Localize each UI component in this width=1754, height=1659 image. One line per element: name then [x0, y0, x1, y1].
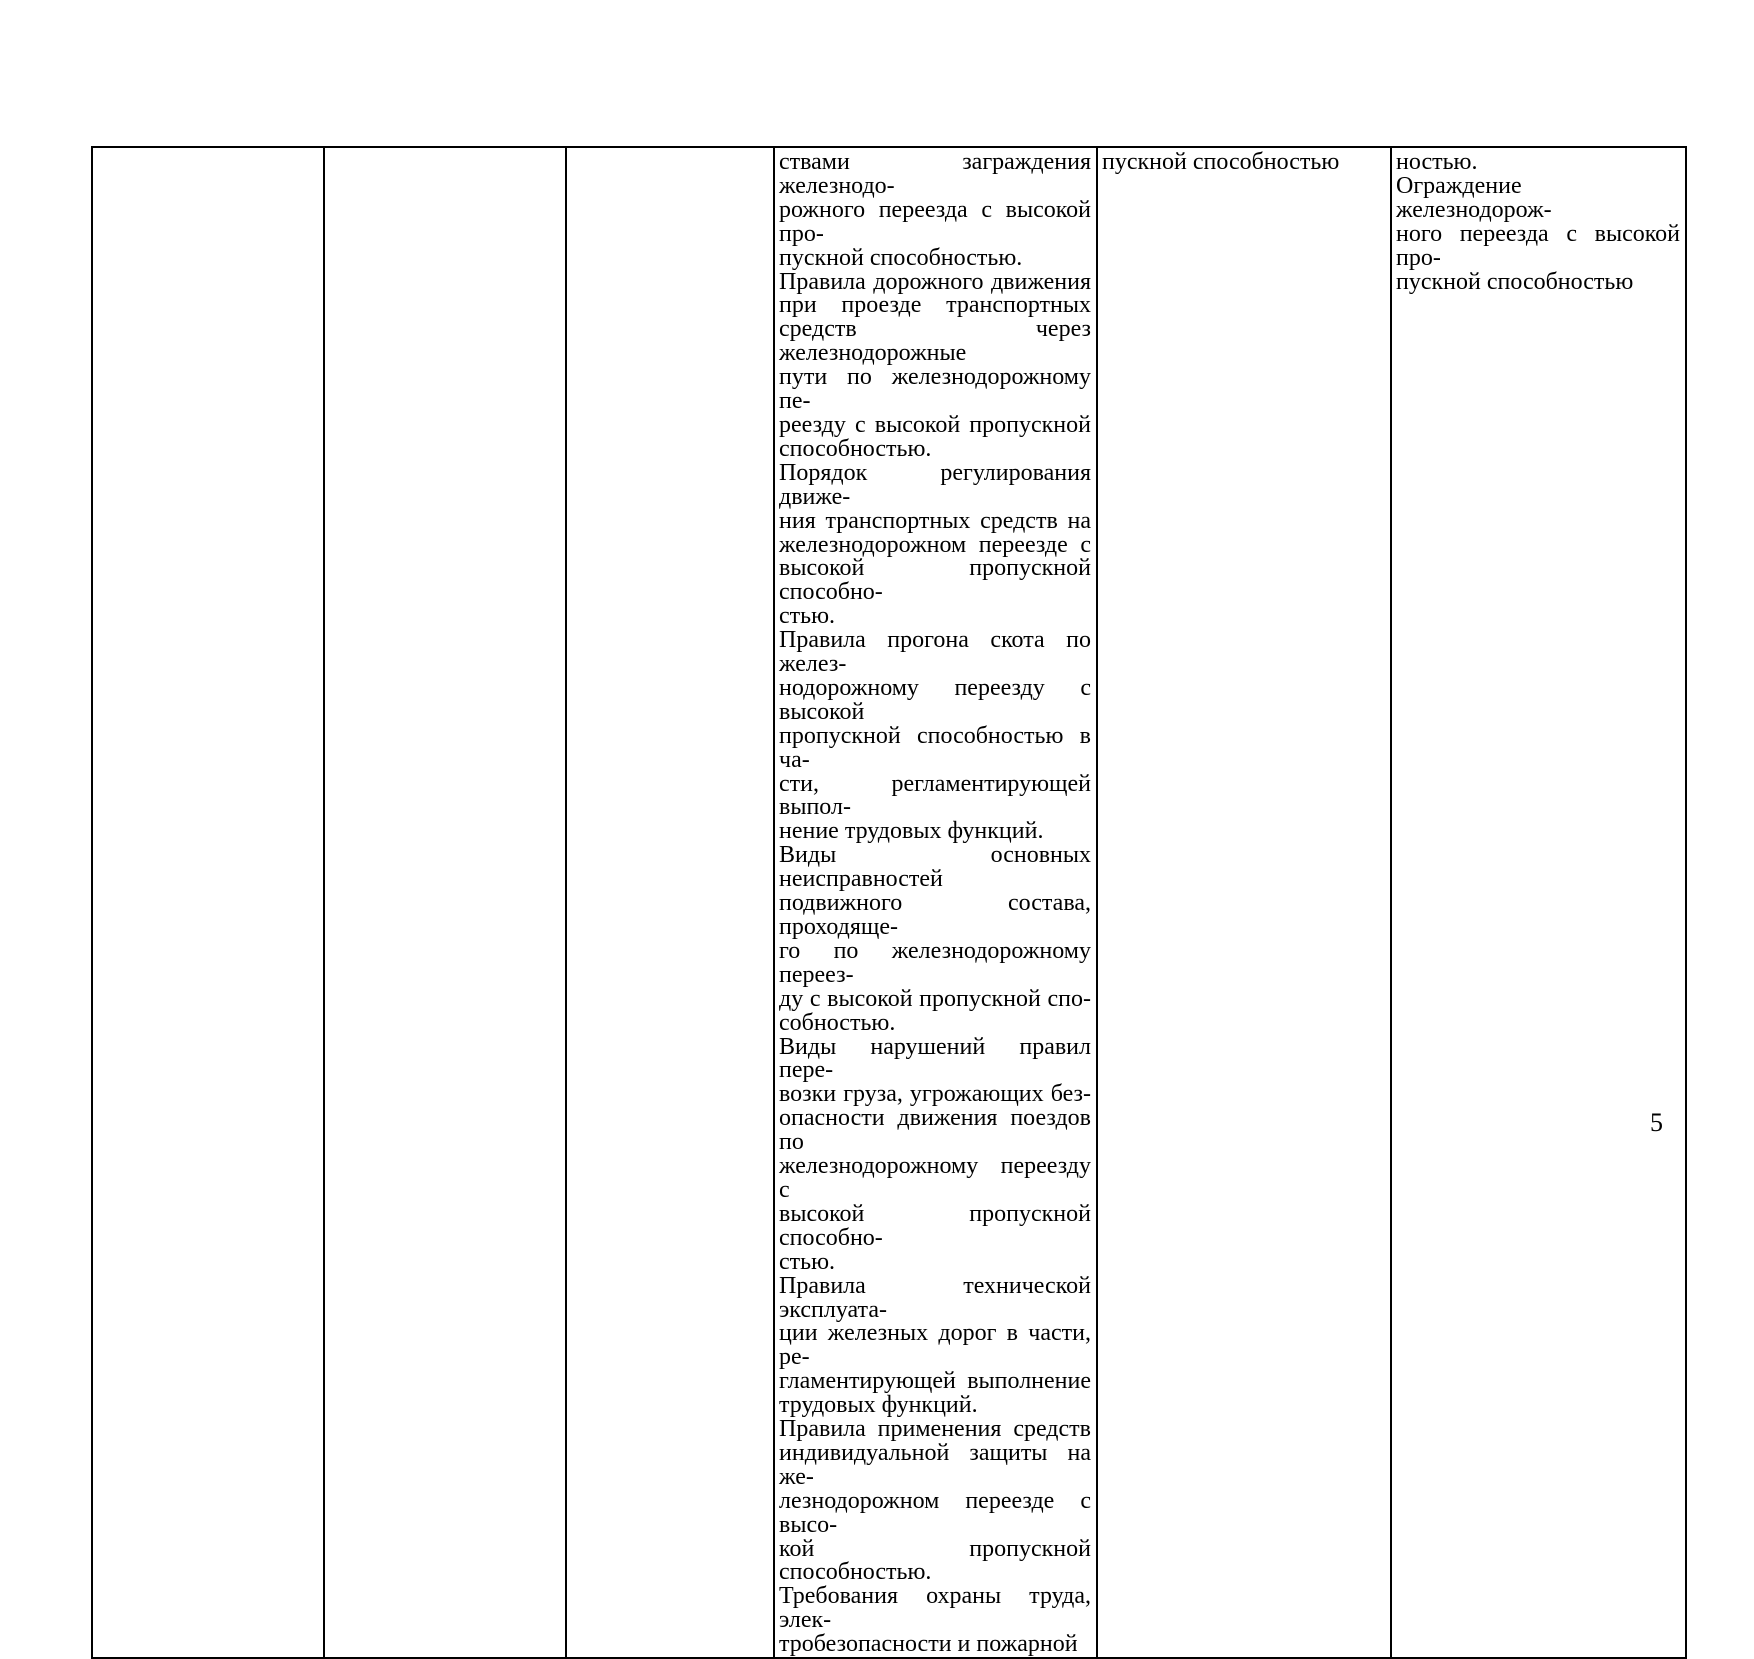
text-line: тробезопасности и пожарной: [779, 1631, 1078, 1658]
text-line: Правила применения средств: [779, 1416, 1091, 1443]
table-cell-2: [324, 147, 566, 1658]
text-line: стью.: [779, 603, 836, 630]
text-line: кой пропускной способностью.: [779, 1535, 1091, 1586]
text-line: пускной способностью: [1102, 149, 1340, 175]
text-line: высокой пропускной способно-: [779, 1200, 1091, 1251]
text-line: ного переезда с высокой про-: [1396, 220, 1680, 271]
text-line: собностью.: [779, 1009, 896, 1036]
text-line: пропускной способностью в ча-: [779, 722, 1091, 773]
text-line: ностью.: [1396, 149, 1478, 175]
table-row: [92, 147, 1686, 1658]
paragraph: [779, 459, 1091, 630]
text-line: Правила прогона скота по желез-: [779, 627, 1091, 678]
text-line: ции железных дорог в части, ре-: [779, 1320, 1091, 1371]
text-line: реезду с высокой пропускной: [779, 411, 1091, 438]
text-line: железнодорожном переезде с: [779, 531, 1091, 558]
table-cell-4: [774, 147, 1097, 1658]
text-line: го по железнодорожному переез-: [779, 937, 1091, 988]
text-line: стью.: [779, 1248, 836, 1275]
text-line: индивидуальной защиты на же-: [779, 1439, 1091, 1490]
text-line: пути по железнодорожному пе-: [779, 364, 1091, 415]
text-line: нение трудовых функций.: [779, 818, 1044, 845]
text-line: Виды основных неисправностей: [779, 842, 1091, 893]
content-table: [91, 146, 1687, 1659]
text-line: пускной способностью: [1396, 268, 1634, 295]
text-line: рожного переезда с высокой про-: [779, 196, 1091, 247]
text-line: ствами заграждения железнодо-: [779, 149, 1091, 199]
text-line: Виды нарушений правил пере-: [779, 1033, 1091, 1084]
paragraph: [779, 1033, 1091, 1275]
paragraph: [779, 1272, 1091, 1419]
paragraph: [1396, 172, 1680, 295]
table-cell-3: [566, 147, 774, 1658]
text-line: гламентирующей выполнение: [779, 1368, 1091, 1395]
text-line: Требования охраны труда, элек-: [779, 1583, 1091, 1634]
paragraph: [779, 1418, 1091, 1657]
table-cell-1: [92, 147, 324, 1658]
paragraph: [1102, 151, 1385, 175]
paragraph: [779, 844, 1091, 1035]
paragraph: [779, 268, 1091, 462]
text-line: возки груза, угрожающих без-: [779, 1081, 1091, 1108]
paragraph: [779, 151, 1091, 271]
text-line: железнодорожному переезду с: [779, 1153, 1091, 1203]
text-line: Правила дорожного движения: [779, 268, 1091, 295]
text-line: нодорожному переезду с высокой: [779, 674, 1091, 725]
text-line: Правила технической эксплуата-: [779, 1272, 1091, 1323]
text-line: высокой пропускной способно-: [779, 555, 1091, 606]
text-line: Ограждение железнодорож-: [1396, 172, 1552, 223]
text-line: лезнодорожном переезде с высо-: [779, 1487, 1091, 1538]
text-line: способностью.: [779, 435, 932, 462]
table-cell-5: [1097, 147, 1391, 1658]
text-line: ду с высокой пропускной спо-: [779, 985, 1091, 1012]
text-line: подвижного состава, проходяще-: [779, 890, 1091, 940]
text-line: средств через железнодорожные: [779, 316, 1091, 367]
text-line: при проезде транспортных: [779, 292, 1091, 319]
text-line: опасности движения поездов по: [779, 1105, 1091, 1156]
text-line: ния транспортных средств на: [779, 507, 1091, 534]
text-line: сти, регламентирующей выпол-: [779, 770, 1091, 821]
table-cell-6: [1391, 147, 1686, 1658]
page-number: 5: [1650, 1108, 1663, 1137]
text-line: трудовых функций.: [779, 1392, 978, 1419]
text-line: пускной способностью.: [779, 244, 1023, 271]
text-line: Порядок регулирования движе-: [779, 459, 1091, 510]
paragraph: [779, 629, 1091, 844]
paragraph: [1396, 151, 1680, 175]
